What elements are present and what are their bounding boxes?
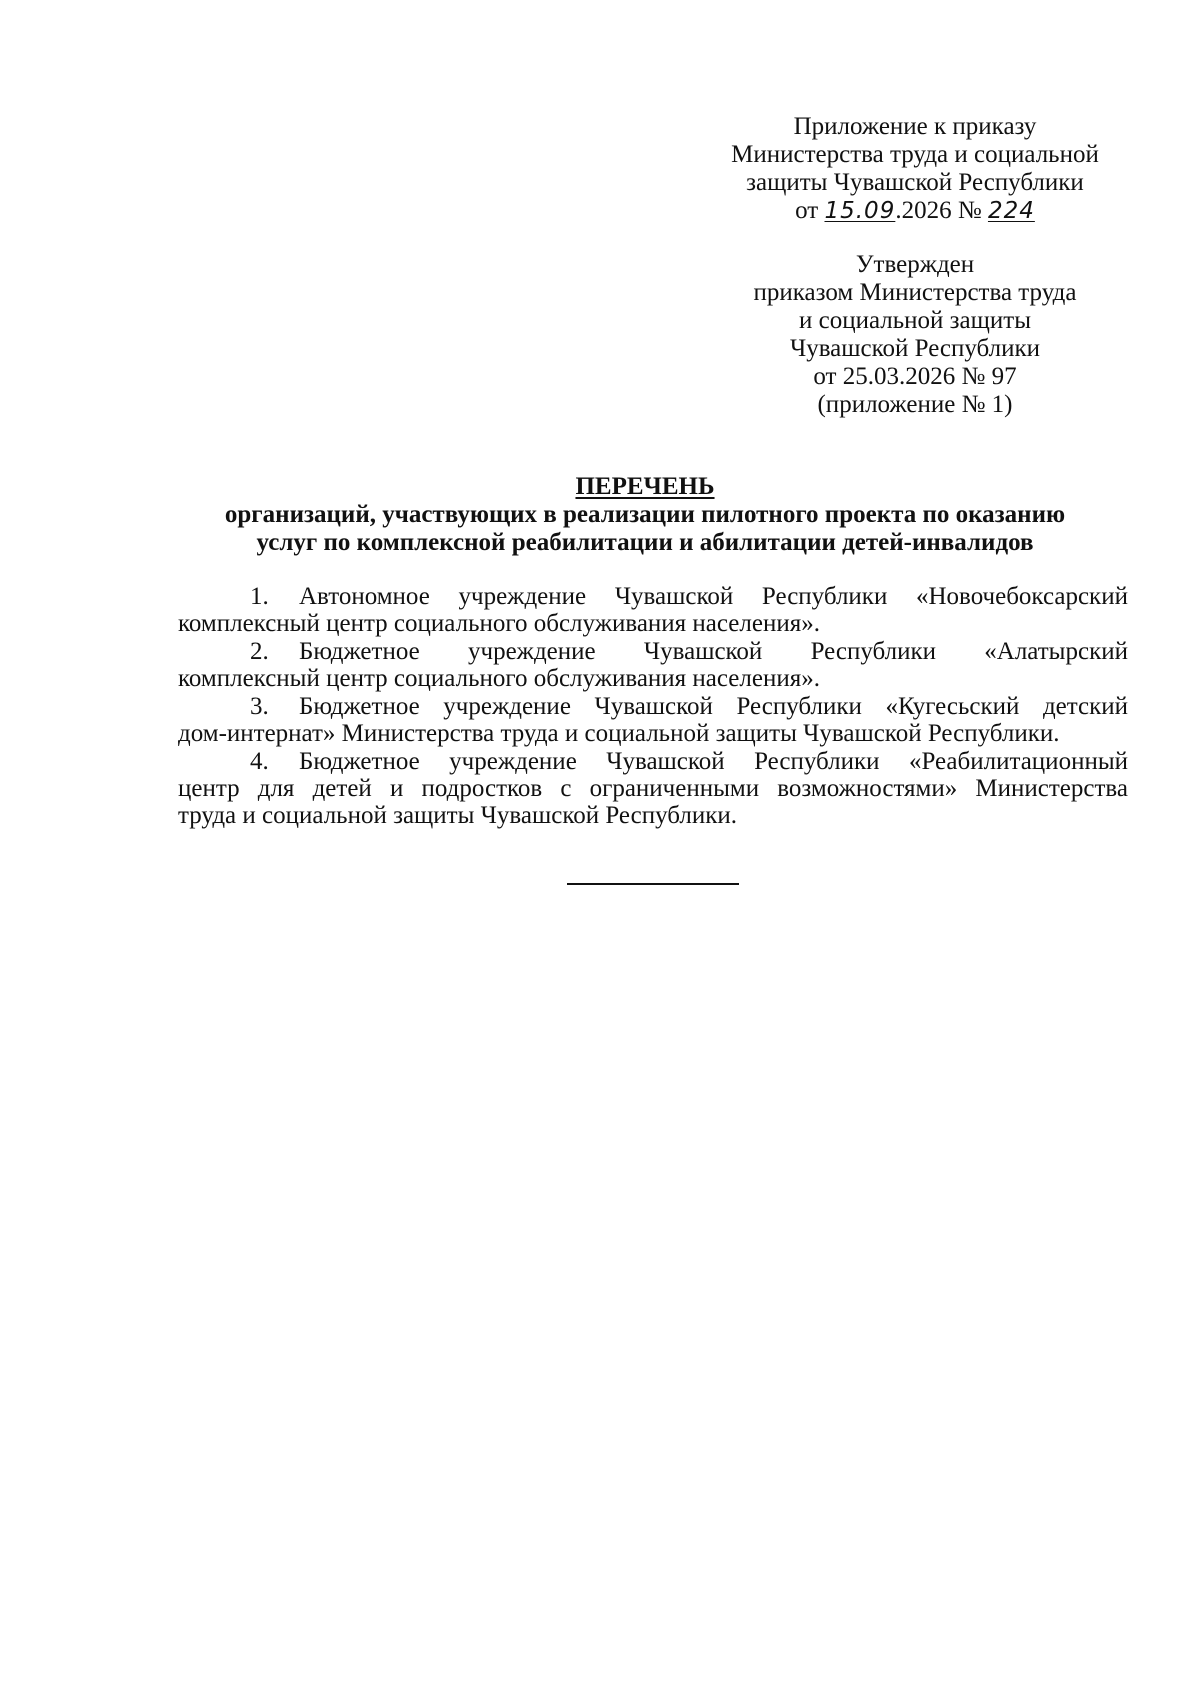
- word: учреждение: [443, 693, 571, 720]
- word: Республики: [761, 583, 888, 610]
- list-item: [178, 638, 1128, 692]
- annex-block: [700, 113, 1130, 225]
- approval-line: приказом Министерства труда: [753, 279, 1077, 306]
- word: и: [389, 775, 404, 802]
- document-title: ПЕРЕЧЕНЬ: [575, 473, 715, 500]
- approval-line: Чувашской Республики: [789, 335, 1041, 362]
- approval-line: от 25.03.2026 № 97: [813, 363, 1017, 390]
- word: Автономное: [299, 583, 430, 610]
- word: «Реабилитационный: [908, 748, 1128, 775]
- approval-line: Утвержден: [855, 251, 975, 278]
- annex-line: защиты Чувашской Республики: [746, 169, 1084, 196]
- list-item-continuation: дом-интернат» Министерства труда и социальной защиты Чувашской Республики.: [178, 720, 1060, 747]
- closing-rule: [567, 883, 739, 885]
- word: Чувашской: [643, 638, 763, 665]
- word: детей: [312, 775, 372, 802]
- list-item-first-line: [178, 693, 1128, 720]
- word: Республики: [754, 748, 880, 775]
- word: Чувашской: [606, 748, 725, 775]
- list-item-words: [299, 748, 1128, 775]
- word: центр: [178, 775, 240, 802]
- word: Чувашской: [594, 693, 713, 720]
- list-item-number: 1.: [250, 583, 269, 610]
- list-item: [178, 748, 1128, 829]
- list-item-first-line: [178, 638, 1128, 665]
- list-item-continuation: труда и социальной защиты Чувашской Республики.: [178, 802, 737, 829]
- word: детский: [1042, 693, 1128, 720]
- annex-line: Министерства труда и социальной: [731, 141, 1099, 168]
- date-year: .2026 №: [895, 197, 988, 224]
- word: подростков: [421, 775, 543, 802]
- handwritten-date: 15.09: [824, 198, 896, 224]
- list-item: [178, 583, 1128, 637]
- approval-block: [700, 251, 1130, 419]
- list-item-first-line: [178, 583, 1128, 610]
- list-item-words: [299, 638, 1128, 665]
- list-item-number: 4.: [250, 748, 269, 775]
- annex-date-line: [700, 197, 1130, 225]
- document-heading: [170, 473, 1120, 557]
- word: возможностями»: [777, 775, 958, 802]
- list-item-words: [299, 693, 1128, 720]
- list-item-first-line: [178, 748, 1128, 775]
- document-subtitle-line: организаций, участвующих в реализации пилотного проекта по оказанию: [224, 501, 1066, 528]
- list-item-continuation: [178, 775, 1128, 802]
- word: «Кугесьский: [885, 693, 1020, 720]
- word: Республики: [736, 693, 862, 720]
- word: учреждение: [468, 638, 596, 665]
- word: Министерства: [975, 775, 1128, 802]
- word: с: [560, 775, 572, 802]
- word: Бюджетное: [299, 638, 420, 665]
- list-item-continuation: комплексный центр социального обслуживания населения».: [178, 665, 820, 692]
- word: учреждение: [449, 748, 577, 775]
- organization-list: [178, 583, 1128, 830]
- word: для: [257, 775, 295, 802]
- list-item-continuation: комплексный центр социального обслуживания населения».: [178, 610, 820, 637]
- list-item: [178, 693, 1128, 747]
- word: Республики: [810, 638, 936, 665]
- document-subtitle-line: услуг по комплексной реабилитации и абилитации детей-инвалидов: [256, 529, 1034, 556]
- list-item-number: 3.: [250, 693, 269, 720]
- approval-line: (приложение № 1): [817, 391, 1013, 418]
- handwritten-number: 224: [987, 198, 1035, 224]
- word: «Алатырский: [984, 638, 1128, 665]
- date-prefix: от: [795, 197, 825, 224]
- word: «Новочебоксарский: [916, 583, 1128, 610]
- list-item-number: 2.: [250, 638, 269, 665]
- annex-line: Приложение к приказу: [793, 113, 1037, 140]
- word: ограниченными: [589, 775, 760, 802]
- list-item-words: [299, 583, 1128, 610]
- approval-line: и социальной защиты: [798, 307, 1031, 334]
- word: Бюджетное: [299, 693, 420, 720]
- word: Бюджетное: [299, 748, 420, 775]
- word: Чувашской: [614, 583, 734, 610]
- word: учреждение: [458, 583, 587, 610]
